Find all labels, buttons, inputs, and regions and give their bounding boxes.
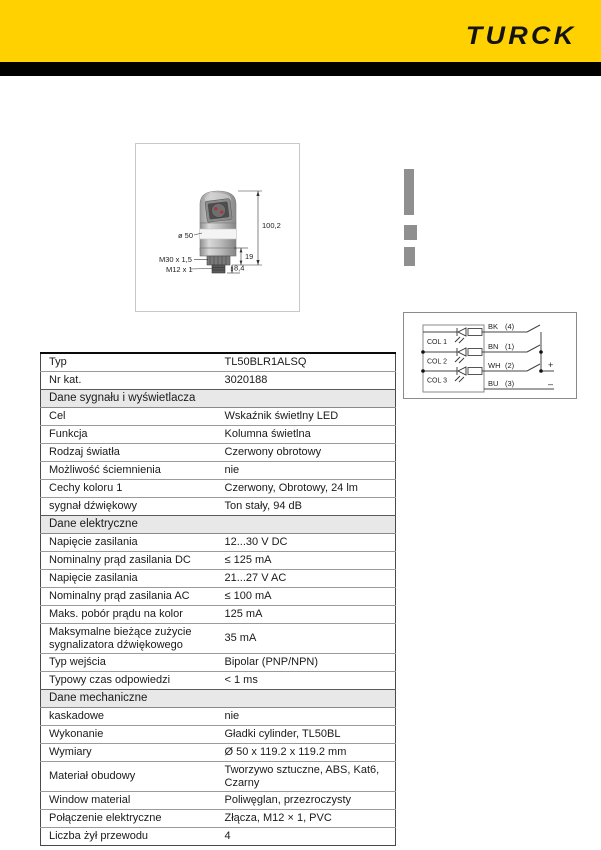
dim-diameter-label: ø 50 [178,231,194,240]
spec-label: Napięcie zasilania [41,534,217,552]
spec-label: Wykonanie [41,726,217,744]
spec-section-row [41,516,396,534]
spec-data-row [41,462,396,480]
spec-value: Kolumna świetlna [217,426,396,444]
wiring-diagram [403,312,577,399]
spec-value: Poliwęglan, przezroczysty [217,792,396,810]
spec-label: Nominalny prąd zasilania AC [41,588,217,606]
spec-value: < 1 ms [217,672,396,690]
spec-data-row [41,606,396,624]
wire-code: BU [488,379,499,388]
brand-header [0,0,601,62]
spec-section-row [41,690,396,708]
spec-data-row [41,792,396,810]
spec-data-row [41,828,396,846]
section-header-label: Dane elektryczne [41,516,396,534]
spec-label: Możliwość ściemnienia [41,462,217,480]
spec-value: ≤ 100 mA [217,588,396,606]
wire-code: BK [488,322,499,331]
spec-data-row [41,534,396,552]
spec-label: Window material [41,792,217,810]
spec-label: Połączenie elektryczne [41,810,217,828]
spec-value: Czerwony obrotowy [217,444,396,462]
lens-band [200,229,237,239]
turck-logo: TURCK [465,22,576,50]
spec-label: Rodzaj światła [41,444,217,462]
dim-upper-label: 19 [245,252,254,261]
dim-lower-label: 8,4 [234,263,245,273]
section-header-label: Dane mechaniczne [41,690,396,708]
spec-data-row [41,444,396,462]
spec-label: sygnał dźwiękowy [41,498,217,516]
product-drawing-svg [136,144,299,311]
spec-data-row [41,353,396,372]
spec-value: TL50BLR1ALSQ [224,356,307,369]
spec-data-row [41,480,396,498]
spec-value: Gładki cylinder, TL50BL [217,726,396,744]
spec-data-row [41,408,396,426]
spec-data-row [41,570,396,588]
spec-value: 35 mA [217,624,396,654]
spec-label: Typ wejścia [41,654,217,672]
minus-sign: – [548,379,554,389]
spec-label: Cechy koloru 1 [41,480,217,498]
spec-label: Nominalny prąd zasilania DC [41,552,217,570]
spec-label: Napięcie zasilania [41,570,217,588]
spec-data-row [41,654,396,672]
plus-sign: + [548,360,554,370]
channel-label: COL 1 [427,339,447,346]
wiring-diagram-svg [404,313,576,398]
spec-label: Materiał obudowy [41,762,217,792]
spec-data-row [41,588,396,606]
base-flange [200,248,236,256]
spec-data-row [41,498,396,516]
spec-value: Tworzywo sztuczne, ABS, Kat6, Czarny [217,762,396,792]
spec-value: 12...30 V DC [217,534,396,552]
spec-table-container [40,352,396,846]
m30-thread [207,256,230,265]
m12-connector [212,265,225,273]
wire-code: WH [488,361,501,370]
spec-label: Maks. pobór prądu na kolor [41,606,217,624]
wire-code: BN [488,342,499,351]
spec-value: 4 [217,828,396,846]
spec-value: 125 mA [217,606,396,624]
spec-data-row [41,426,396,444]
illegible-text-block [404,247,415,266]
dim-thread-label: M30 x 1,5 [159,255,192,264]
spec-label: Wymiary [41,744,217,762]
spec-label: Liczba żył przewodu [41,828,217,846]
spec-label: Maksymalne bieżące zużycie sygnalizatora dźwiękowego [41,624,217,654]
spec-value: 3020188 [217,372,396,390]
channel-label: COL 3 [427,377,447,385]
wire-pin: (4) [505,322,515,331]
dim-connector-label: M12 x 1 [166,265,193,274]
wire-pin: (3) [505,379,515,388]
spec-table [40,352,396,846]
led-symbols [455,328,466,382]
spec-label: Cel [41,408,217,426]
led-window [205,198,232,222]
spec-label: kaskadowe [41,708,217,726]
spec-data-row [41,762,396,792]
product-drawing [135,143,300,312]
spec-value: Ton stały, 94 dB [217,498,396,516]
spec-data-row [41,372,396,390]
spec-section-row [41,390,396,408]
wire-pin: (2) [505,361,515,370]
header-divider-bar [0,62,601,76]
spec-data-row [41,726,396,744]
spec-label: Typ [49,356,67,369]
spec-data-row [41,552,396,570]
spec-value: 21...27 V AC [217,570,396,588]
spec-value: nie [217,462,396,480]
spec-value: nie [217,708,396,726]
spec-data-row [41,672,396,690]
spec-value: Złącza, M12 × 1, PVC [217,810,396,828]
spec-value: Czerwony, Obrotowy, 24 lm [217,480,396,498]
spec-value: Wskaźnik świetlny LED [217,408,396,426]
channel-label: COL 2 [427,358,447,366]
dim-height-label: 100,2 [262,221,281,230]
spec-value: Bipolar (PNP/NPN) [217,654,396,672]
spec-data-row [41,744,396,762]
spec-label: Funkcja [41,426,217,444]
illegible-text-block [404,225,417,240]
section-header-label: Dane sygnału i wyświetlacza [41,390,396,408]
spec-value: Ø 50 x 119.2 x 119.2 mm [217,744,396,762]
spec-data-row [41,624,396,654]
spec-data-row [41,708,396,726]
spec-data-row [41,810,396,828]
spec-value: ≤ 125 mA [217,552,396,570]
spec-label: Nr kat. [41,372,217,390]
spec-table-body [41,353,396,846]
illegible-text-block [404,169,414,215]
wire-pin: (1) [505,342,515,351]
spec-label: Typowy czas odpowiedzi [41,672,217,690]
resistor-symbols [468,329,482,375]
